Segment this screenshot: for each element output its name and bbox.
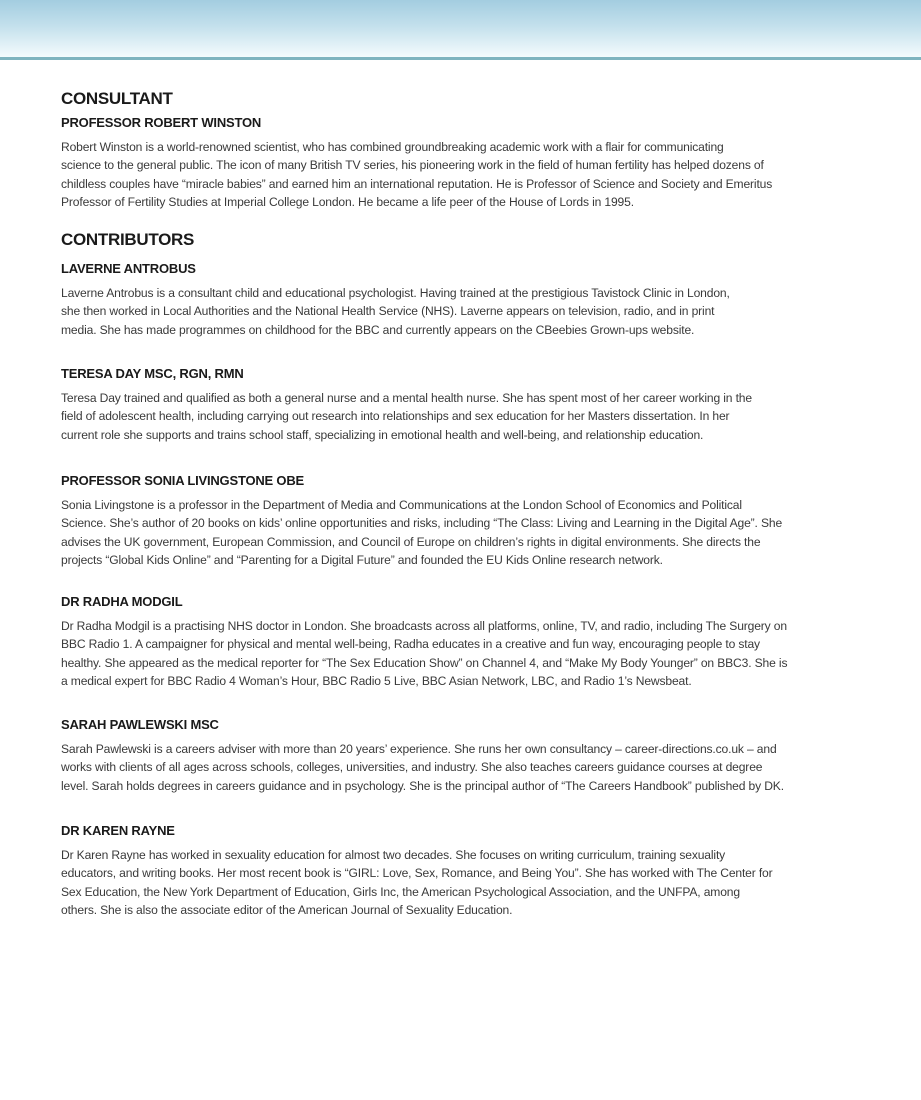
bio-text-line: projects “Global Kids Online” and “Parenting for a Digital Future” and founded the EU Kids Online research network. (61, 553, 663, 568)
bio-text-line: Sonia Livingstone is a professor in the Department of Media and Communications at the London School of Economics and Political (61, 498, 742, 512)
bio-name: LAVERNE ANTROBUS (61, 261, 196, 276)
bio-text-line: Sarah Pawlewski is a careers adviser with more than 20 years’ experience. She runs her own consultancy – career-directions.co.uk – and (61, 742, 777, 756)
bio-section (61, 366, 861, 444)
bio-text-line: media. She has made programmes on childhood for the BBC and currently appears on the CBeebies Grown-ups website. (61, 322, 695, 337)
bio-text-line: BBC Radio 1. A campaigner for physical and mental well-being, Radha educates in a creative and fun way, encouraging people to stay (61, 637, 760, 652)
bio-text-line: Dr Karen Rayne has worked in sexuality education for almost two decades. She focuses on writing curriculum, training sexuality (61, 848, 726, 862)
bio-section (61, 594, 861, 691)
contributors-heading: CONTRIBUTORS (61, 230, 195, 249)
bio-text-line: Professor of Fertility Studies at Imperial College London. He became a life peer of the House of Lords in 1995. (61, 195, 634, 210)
bio-text-line: advises the UK government, European Commission, and Council of Europe on children’s rights in digital environments. She directs the (61, 534, 761, 549)
bio-text-line: current role she supports and trains school staff, specializing in emotional health and well-being, and relationship education. (61, 427, 704, 442)
bio-section (61, 717, 861, 795)
bio-name: PROFESSOR ROBERT WINSTON (61, 115, 262, 130)
bio-text-line: works with clients of all ages across schools, colleges, universities, and industry. She also teaches careers guidance courses at degree (61, 760, 763, 775)
bio-text-line: field of adolescent health, including carrying out research into relationships and sex education for her Masters dissertation. In her (61, 409, 730, 424)
bio-text-line: Science. She’s author of 20 books on kids’ online opportunities and risks, including “The Class: Living and Learning in the Digital Age”. She (61, 516, 783, 531)
bio-text-line: Robert Winston is a world-renowned scientist, who has combined groundbreaking academic work with a flair for communicating (61, 140, 724, 154)
bio-text-line: childless couples have “miracle babies” and earned him an international reputation. He is Professor of Science and Society and Emeritus (61, 176, 773, 191)
bio-text-line: Dr Radha Modgil is a practising NHS doctor in London. She broadcasts across all platforms, online, TV, and radio, including The Surgery on (61, 619, 787, 633)
bio-text-line: she then worked in Local Authorities and the National Health Service (NHS). Laverne appears on television, radio, and in print (61, 304, 715, 319)
bio-text-line: Laverne Antrobus is a consultant child and educational psychologist. Having trained at the prestigious Tavistock Clinic in London, (61, 286, 730, 300)
bio-name: DR RADHA MODGIL (61, 594, 183, 609)
bio-text-line: Teresa Day trained and qualified as both a general nurse and a mental health nurse. She has spent most of her career working in the (61, 391, 752, 405)
bio-text-line: others. She is also the associate editor of the American Journal of Sexuality Education. (61, 903, 513, 918)
bio-section (61, 261, 861, 339)
header-rule (0, 57, 921, 60)
bio-text-line: educators, and writing books. Her most recent book is “GIRL: Love, Sex, Romance, and Being You”. She has worked with The Center for (61, 866, 773, 881)
bio-name: SARAH PAWLEWSKI MSC (61, 717, 219, 732)
consultant-heading: CONSULTANT (61, 89, 173, 108)
bio-name: PROFESSOR SONIA LIVINGSTONE OBE (61, 473, 305, 488)
bio-text-line: level. Sarah holds degrees in careers guidance and in psychology. She is the principal author of “The Careers Handbook” published by DK. (61, 778, 784, 793)
bio-name: TERESA DAY MSC, RGN, RMN (61, 366, 244, 381)
header-banner (0, 0, 921, 57)
bio-section (61, 823, 861, 920)
bio-section (61, 473, 861, 570)
bio-text-line: Sex Education, the New York Department of Education, Girls Inc, the American Psychological Association, and the UNFPA, among (61, 884, 740, 899)
bio-name: DR KAREN RAYNE (61, 823, 175, 838)
bio-text-line: healthy. She appeared as the medical reporter for “The Sex Education Show” on Channel 4, and “Make My Body Younger” on BBC3. She is (61, 655, 788, 670)
bio-section (61, 115, 861, 212)
bio-text-line: a medical expert for BBC Radio 4 Woman’s Hour, BBC Radio 5 Live, BBC Asian Network, LBC, and Radio 1’s Newsbeat. (61, 674, 692, 689)
bio-text-line: science to the general public. The icon of many British TV series, his pioneering work in the field of human fertility has helped dozens of (61, 158, 764, 173)
